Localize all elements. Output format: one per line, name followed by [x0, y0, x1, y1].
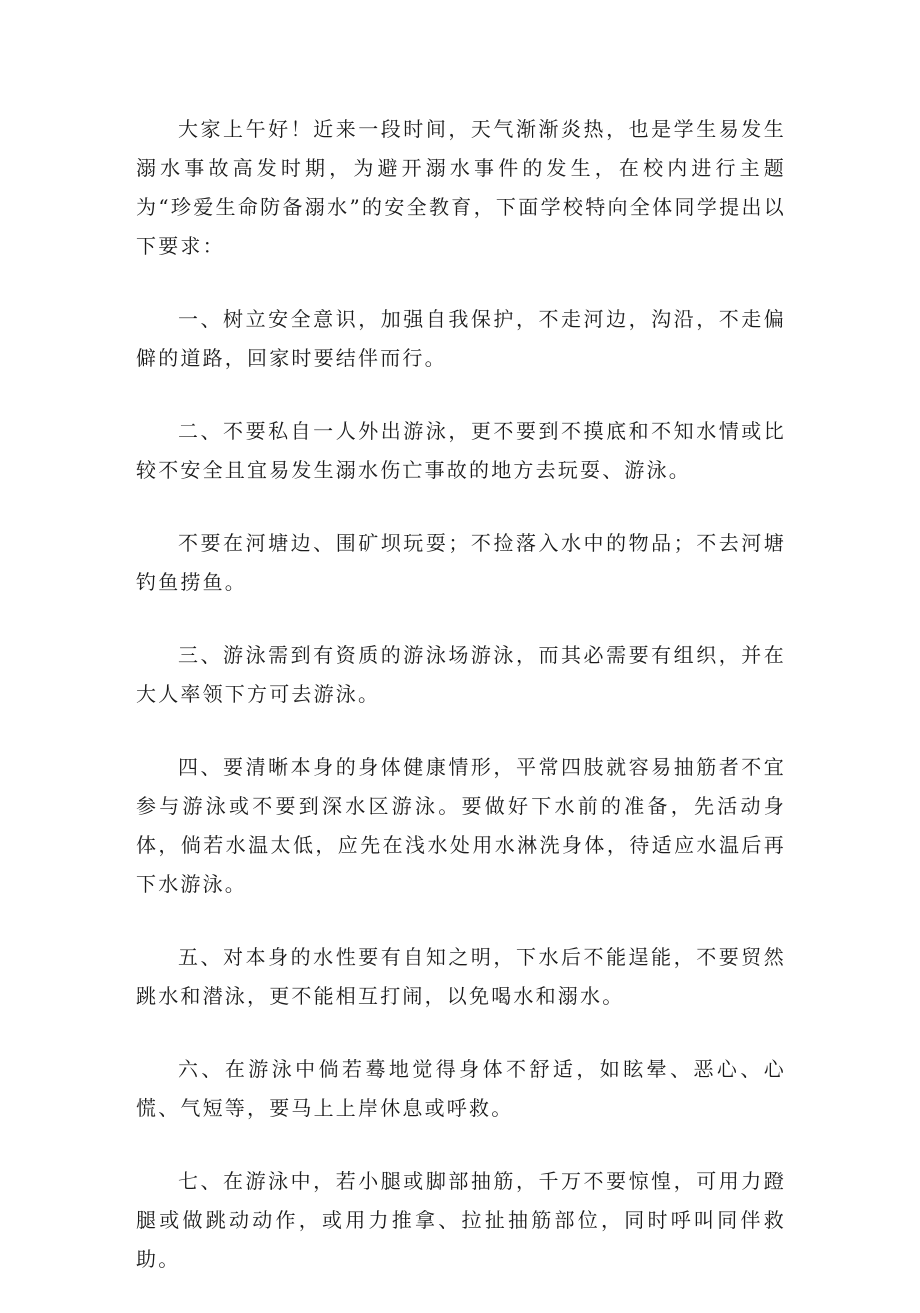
paragraph-rule-6: 六、在游泳中倘若蓦地觉得身体不舒适，如眩晕、恶心、心慌、气短等，要马上上岸休息或呼救。 [136, 1057, 786, 1120]
paragraph-rule-5: 五、对本身的水性要有自知之明，下水后不能逞能，不要贸然跳水和潜泳，更不能相互打闹，以免喝水和溺水。 [136, 945, 786, 1008]
paragraph-rule-3: 三、游泳需到有资质的游泳场游泳，而其必需要有组织，并在大人率领下方可去游泳。 [136, 643, 786, 706]
paragraph-rule-2: 二、不要私自一人外出游泳，更不要到不摸底和不知水情或比较不安全且宜易发生溺水伤亡事故的地方去玩耍、游泳。 [136, 419, 786, 482]
paragraph-rule-2-note: 不要在河塘边、围矿坝玩耍；不捡落入水中的物品；不去河塘钓鱼捞鱼。 [136, 531, 786, 594]
document-body [136, 110, 786, 1313]
paragraph-greeting: 大家上午好！近来一段时间，天气渐渐炎热，也是学生易发生溺水事故高发时期，为避开溺水事件的发生，在校内进行主题为“珍爱生命防备溺水”的安全教育，下面学校特向全体同学提出以下要求： [136, 117, 786, 258]
paragraph-rule-7: 七、在游泳中，若小腿或脚部抽筋，千万不要惊惶，可用力蹬腿或做跳动动作，或用力推拿、拉扯抽筋部位，同时呼叫同伴救助。 [136, 1169, 786, 1271]
paragraph-rule-4: 四、要清晰本身的身体健康情形，平常四肢就容易抽筋者不宜参与游泳或不要到深水区游泳。要做好下水前的准备，先活动身体，倘若水温太低，应先在浅水处用水淋洗身体，待适应水温后再下水游泳。 [136, 755, 786, 896]
paragraph-rule-1: 一、树立安全意识，加强自我保护，不走河边，沟沿，不走偏僻的道路，回家时要结伴而行。 [136, 307, 786, 370]
